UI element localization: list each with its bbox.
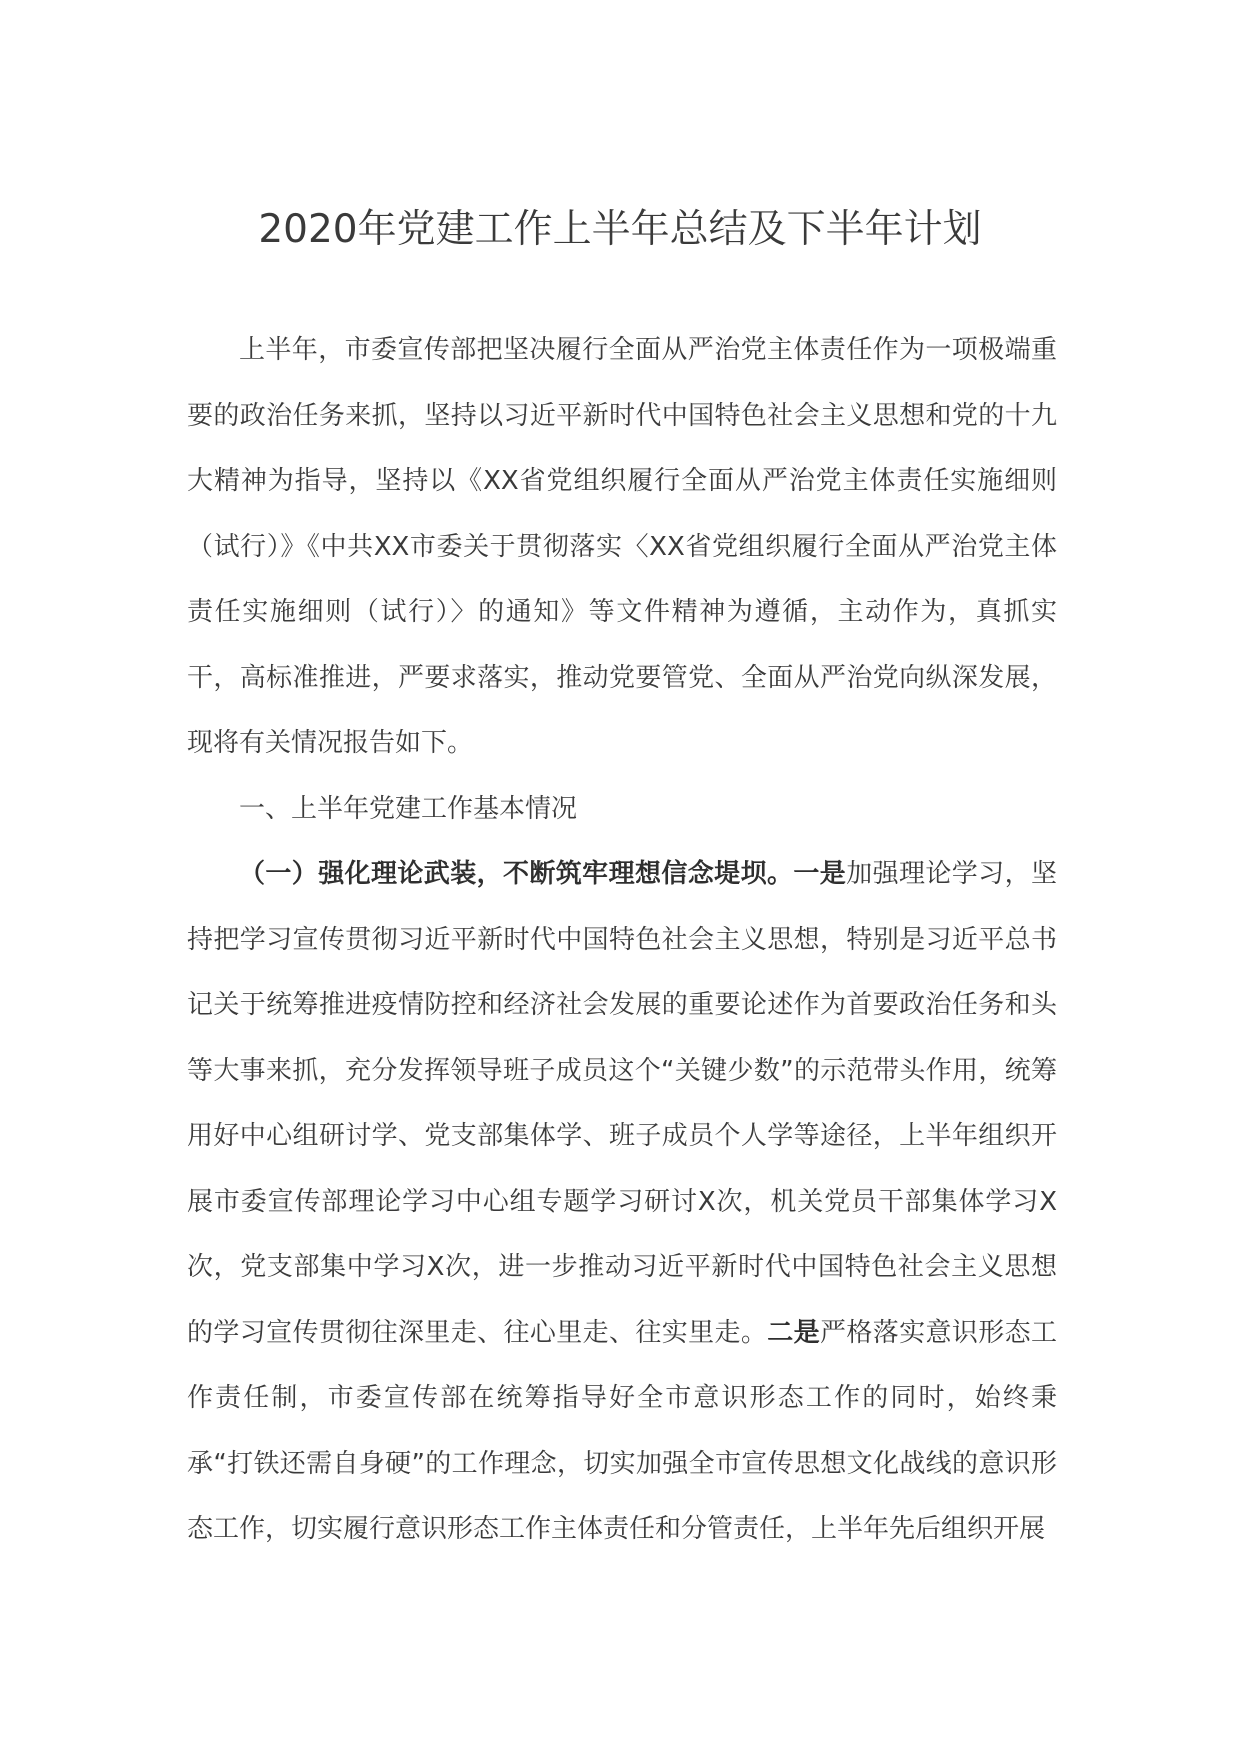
point1-text: 加强理论学习，坚持把学习宣传贯彻习近平新时代中国特色社会主义思想，特别是习近平总书记关于统筹推进疫情防控和经济社会发展的重要论述作为首要政治任务和头等大事来抓，充分发挥领导班子成员这个“关键少数”的示范带头作用，统筹用好中心组研讨学、党支部集体学、班子成员个人学等途径，上半年组织开展市委宣传部理论学习中心组专题学习研讨X次，机关党员干部集体学习X次，党支部集中学习X次，进一步推动习近平新时代中国特色社会主义思想的学习宣传贯彻往深里走、往心里走、往实里走。 (187, 859, 1057, 1348)
section1-subheading: （一）强化理论武装，不断筑牢理想信念堤坝。 (239, 859, 794, 889)
intro-paragraph: 上半年，市委宣传部把坚决履行全面从严治党主体责任作为一项极端重要的政治任务来抓，坚持以习近平新时代中国特色社会主义思想和党的十九大精神为指导，坚持以《XX省党组织履行全面从严治党主体责任实施细则（试行）》《中共XX市委关于贯彻落实〈XX省党组织履行全面从严治党主体责任实施细则（试行）〉的通知》等文件精神为遵循，主动作为，真抓实干，高标准推进，严要求落实，推动党要管党、全面从严治党向纵深发展，现将有关情况报告如下。 (187, 335, 1057, 758)
point2-label: 二是 (767, 1317, 820, 1348)
document-body (187, 318, 1057, 1563)
section-heading: 一、上半年党建工作基本情况 (239, 793, 578, 824)
document-title: 2020年党建工作上半年总结及下半年计划 (258, 207, 982, 252)
point1-label: 一是 (793, 859, 847, 889)
point2-text: 严格落实意识形态工作责任制，市委宣传部在统筹指导好全市意识形态工作的同时，始终秉承“打铁还需自身硬”的工作理念，切实加强全市宣传思想文化战线的意识形态工作，切实履行意识形态工作主体责任和分管责任，上半年先后组织开展 (187, 1317, 1057, 1544)
section1-paragraph (187, 842, 1057, 1563)
